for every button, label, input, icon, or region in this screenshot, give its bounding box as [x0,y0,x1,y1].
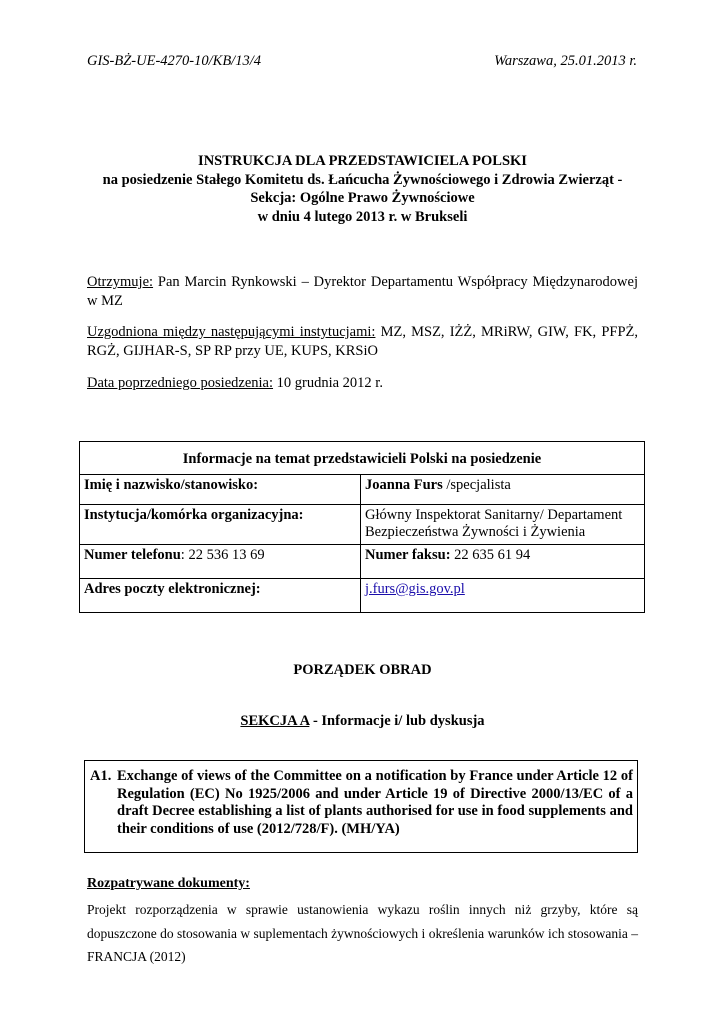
recipient-label: Otrzymuje: [87,274,154,290]
table-row [80,505,645,545]
agenda-title: PORZĄDEK OBRAD [293,662,432,678]
previous-meeting-date: 10 grudnia 2012 r. [273,375,383,391]
title-line-1: INSTRUKCJA DLA PRZEDSTAWICIELA POLSKI [198,153,527,169]
institution-label: Instytucja/komórka organizacyjna: [80,505,361,545]
documents-text: Projekt rozporządzenia w sprawie ustanowienia wykazu roślin innych niż grzyby, które są dopuszczone do stosowania w suplementach żywnościowych i określenia warunków ich stosowania – FRANCJA (2012) [87,902,638,964]
name-cell [361,475,645,505]
previous-meeting-label: Data poprzedniego posiedzenia: [87,375,274,391]
title-line-2: na posiedzenie Stałego Komitetu ds. Łańcucha Żywnościowego i Zdrowia Zwierząt - [102,171,623,188]
agenda-item-number: A1. [90,768,112,784]
document-title [87,152,638,226]
name-label: Imię i nazwisko/stanowisko: [80,475,361,505]
section-a-text: - Informacje i/ lub dyskusja [309,713,485,729]
fax-value: 22 635 61 94 [450,547,531,563]
title-line-4: w dniu 4 lutego 2013 r. w Brukseli [257,208,468,225]
table-row [80,545,645,579]
email-link[interactable]: j.furs@gis.gov.pl [365,581,465,597]
recipient-paragraph [87,273,638,310]
agenda-item-a1 [84,760,638,853]
fax-cell [361,545,645,579]
documents-heading: Rozpatrywane dokumenty: [87,876,250,891]
fax-label: Numer faksu: [365,547,451,563]
representative-info-table [79,441,645,613]
phone-cell [80,545,361,579]
table-header: Informacje na temat przedstawicieli Polski na posiedzenie [80,442,645,475]
agreed-paragraph [87,323,638,360]
section-a-heading [87,713,638,730]
previous-meeting-paragraph [87,374,638,393]
email-label: Adres poczty elektronicznej: [80,579,361,613]
phone-value: : 22 536 13 69 [180,547,265,563]
agreed-label: Uzgodniona między następującymi instytucjami: [87,324,376,340]
agenda-item-text: Exchange of views of the Committee on a notification by France under Article 12 of Regulation (EC) No 1925/2006 and under Article 19 of Directive 2000/13/EC of a draft Decree establishing a list of plants authorised for use in food supplements and their conditions of use (2012/728/F). (MH/YA) [117,768,633,837]
institution-value-line-1: Główny Inspektorat Sanitarny/ Departament [365,507,623,523]
section-a-label: SEKCJA A [240,713,310,729]
document-reference: GIS-BŻ-UE-4270-10/KB/13/4 [87,53,261,69]
table-header-row [80,442,645,475]
institution-value-line-2: Bezpieczeństwa Żywności i Żywienia [365,524,586,540]
recipient-text: Pan Marcin Rynkowski – Dyrektor Departamentu Współpracy Międzynarodowej w MZ [87,274,638,309]
name-role: /specjalista [442,477,511,493]
title-line-3: Sekcja: Ogólne Prawo Żywnościowe [250,190,475,206]
table-row [80,475,645,505]
agreed-text: MZ, MSZ, IŻŻ, MRiRW, GIW, FK, PFPŻ, RGŻ, GIJHAR-S, SP RP przy UE, KUPS, KRSiO [87,324,639,359]
phone-label: Numer telefonu [84,547,181,563]
institution-cell [361,505,645,545]
email-cell [361,579,645,613]
table-row [80,579,645,613]
name-value: Joanna Furs [365,477,443,493]
document-date: Warszawa, 25.01.2013 r. [494,53,637,69]
